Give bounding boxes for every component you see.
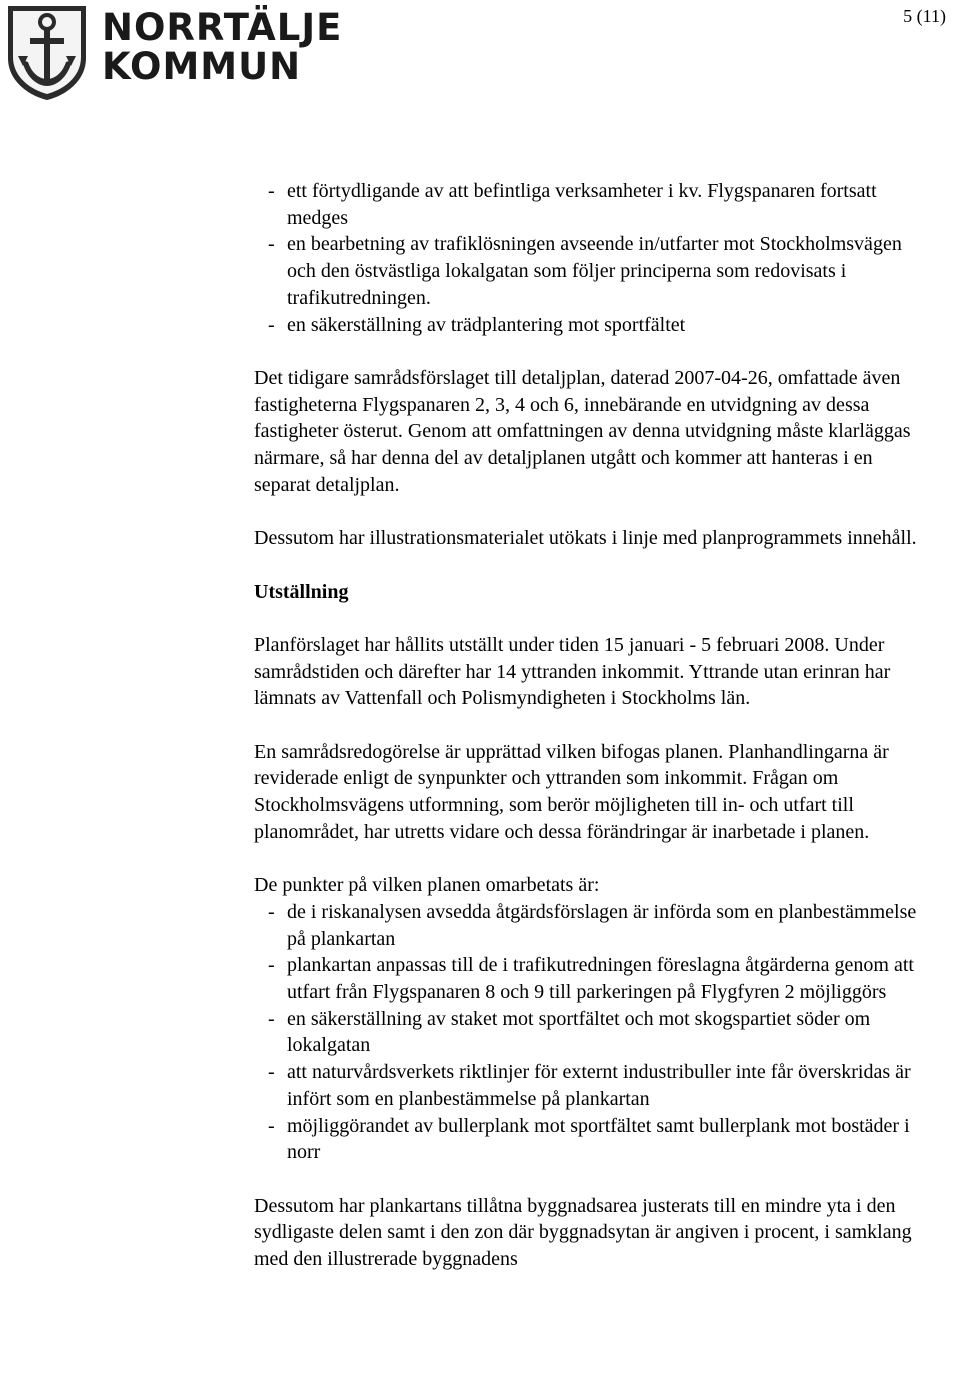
paragraph: Dessutom har illustrationsmaterialet utökats i linje med planprogrammets innehåll. [254,527,917,550]
list-item: - plankartan anpassas till de i trafikutredningen föreslagna åtgärderna genom att utfart från Flygspanaren 8 och 9 till parkeringen på Flygfyren 2 möjliggörs [254,952,924,1005]
list-item: - en säkerställning av staket mot sportfältet och mot skogspartiet söder om lokalgatan [254,1006,924,1059]
paragraph: En samrådsredogörelse är upprättad vilken bifogas planen. Planhandlingarna är reviderade enligt de synpunkter och yttranden som inkommit. Frågan om Stockholmsvägens utformning, som berör möjligheten till in- och utfart till planområdet, har utretts vidare och dessa förändringar är inarbetade i planen. [254,740,889,843]
list-item: - ett förtydligande av att befintliga verksamheter i kv. Flygspanaren fortsatt medges [254,178,924,231]
paragraph: Dessutom har plankartans tillåtna byggnadsarea justerats till en mindre yta i den sydligaste delen samt i den zon där byggnadsytan är angiven i procent, i samklang med den illustrerade byggnadens [254,1194,912,1271]
section-heading: Utställning [254,580,349,603]
logo-text-line1: NORRTÄLJE [102,6,343,49]
changes-list [254,899,924,1166]
paragraph: Det tidigare samrådsförslaget till detaljplan, daterad 2007-04-26, omfattade även fastigheterna Flygspanaren 2, 3, 4 och 6, innebärande en utvidgning av dessa fastigheter österut. Genom att omfattningen av denna utvidgning måste klarläggas närmare, så har denna del av detaljplanen utgått och kommer att hanteras i en separat detaljplan. [254,366,911,496]
paragraph: Planförslaget har hållits utställt under tiden 15 januari - 5 februari 2008. Under samrådstiden och därefter har 14 yttranden inkommit. Yttrande utan erinran har lämnats av Vattenfall och Polismyndigheten i Stockholms län. [254,633,891,710]
list-item: - de i riskanalysen avsedda åtgärdsförslagen är införda som en planbestämmelse på plankartan [254,899,924,952]
municipality-logo [4,2,343,102]
document-body [254,178,924,1273]
intro-list [254,178,924,338]
page-number: 5 (11) [903,6,946,26]
list-item: - en säkerställning av trädplantering mot sportfältet [254,312,924,339]
list-item: - möjliggörandet av bullerplank mot sportfältet samt bullerplank mot bostäder i norr [254,1113,924,1166]
logo-text-line2: KOMMUN [102,45,302,88]
paragraph: De punkter på vilken planen omarbetats är: [254,874,600,897]
list-item: - en bearbetning av trafiklösningen avseende in/utfarter mot Stockholmsvägen och den östvästliga lokalgatan som följer principerna som redovisats i trafikutredningen. [254,231,924,311]
list-item: - att naturvårdsverkets riktlinjer för externt industribuller inte får överskridas är infört som en planbestämmelse på plankartan [254,1059,924,1112]
coat-of-arms-icon [4,2,90,102]
